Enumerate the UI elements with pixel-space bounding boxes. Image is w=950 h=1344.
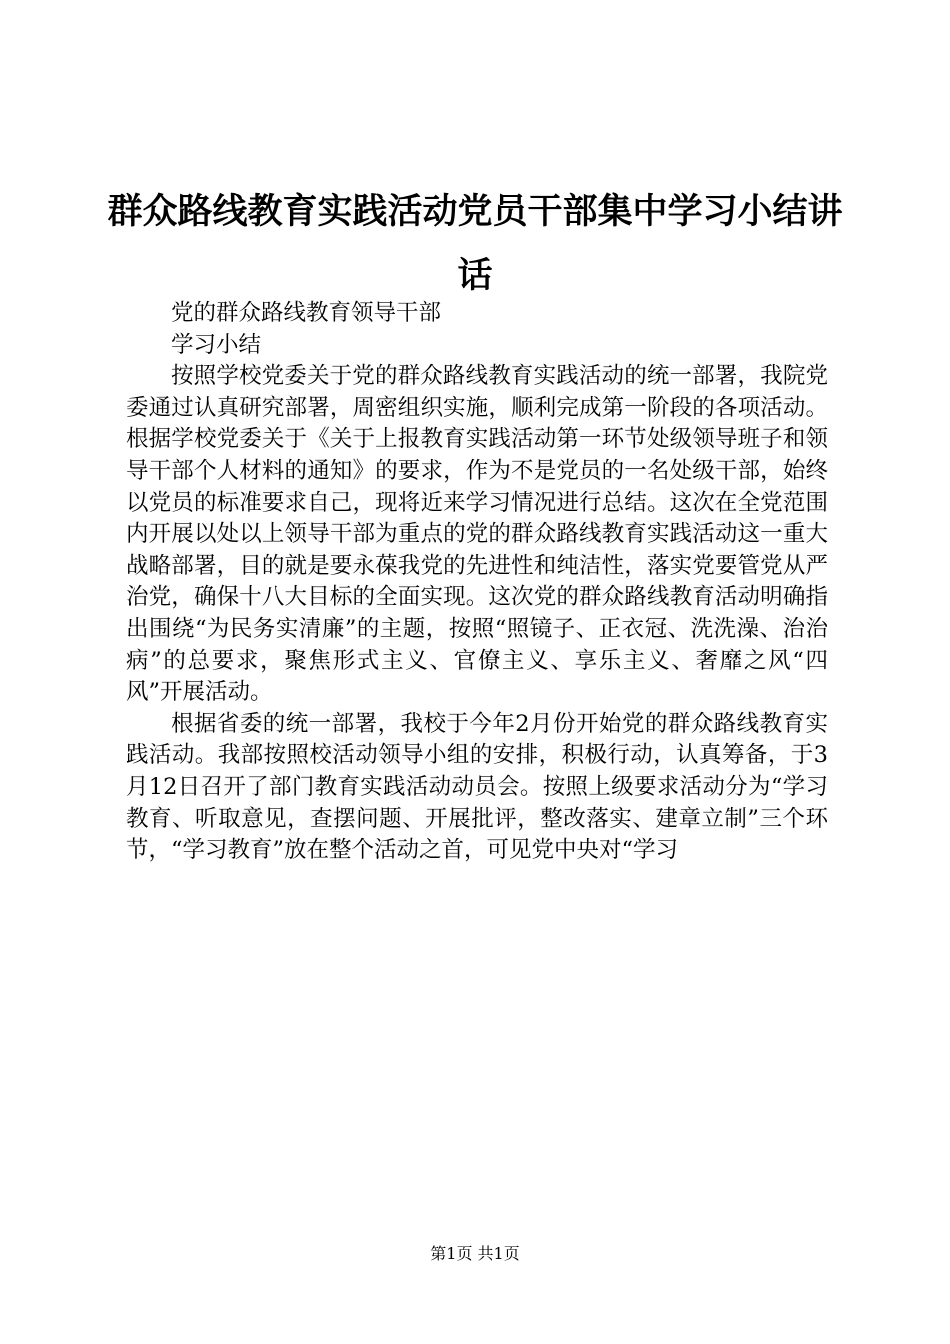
body-paragraph: 按照学校党委关于党的群众路线教育实践活动的统一部署，我院党委通过认真研究部署，周密组织实施，顺利完成第一阶段的各项活动。根据学校党委关于《关于上报教育实践活动第一环节处级领导班子和领导干部个人材料的通知》的要求，作为不是党员的一名处级干部，始终以党员的标准要求自己，现将近来学习情况进行总结。这次在全党范围内开展以处以上领导干部为重点的党的群众路线教育实践活动这一重大战略部署，目的就是要永葆我党的先进性和纯洁性，落实党要管党从严治党，确保十八大目标的全面实现。这次党的群众路线教育活动明确指出围绕“为民务实清廉”的主题，按照“照镜子、正衣冠、洗洗澡、治治病”的总要求，聚焦形式主义、官僚主义、享乐主义、奢靡之风“四风”开展活动。	[126, 363, 828, 706]
page-footer	[0, 1242, 950, 1266]
page-total: 共1页	[477, 1244, 520, 1263]
document-title: 群众路线教育实践活动党员干部集中学习小结讲话	[107, 192, 843, 296]
body-paragraph: 根据省委的统一部署，我校于今年2月份开始党的群众路线教育实践活动。我部按照校活动领导小组的安排，积极行动，认真筹备，于3月12日召开了部门教育实践活动动员会。按照上级要求活动分为“学习教育、听取意见，查摆问题、开展批评，整改落实、建章立制”三个环节，“学习教育”放在整个活动之首，可见党中央对“学习	[126, 710, 828, 864]
page-number: 第1页	[430, 1244, 473, 1263]
subtitle-line: 党的群众路线教育领导干部	[171, 300, 442, 326]
document-body	[126, 298, 828, 867]
subtitle-line: 学习小结	[171, 331, 262, 358]
